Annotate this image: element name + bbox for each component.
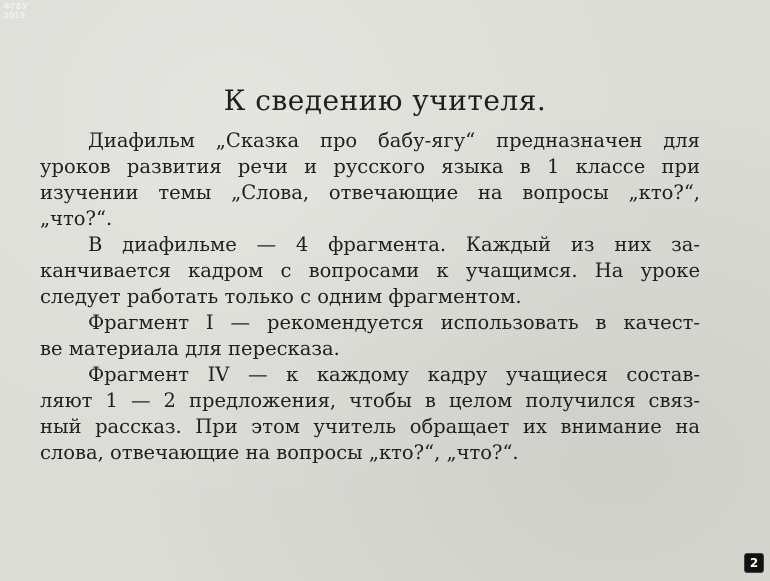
text-line: „что?“.	[40, 207, 113, 230]
instruction-text	[40, 128, 700, 466]
paragraph-2	[40, 232, 700, 310]
paragraph-1	[40, 128, 700, 232]
text-line: ный рассказ. При этом учитель обращает их внимание на	[40, 415, 700, 438]
text-line: В диафильме — 4 фрагмента. Каждый из них за-	[88, 233, 700, 256]
text-line: уроков развития речи и русского языка в 1 классе при	[40, 155, 700, 178]
page-title: К сведению учителя.	[223, 84, 547, 117]
text-line: Фрагмент IV — к каждому кадру учащиеся состав-	[88, 363, 700, 386]
text-line: слова, отвечающие на вопросы „кто?“, „что?“.	[40, 441, 519, 464]
text-line: ве материала для пересказа.	[40, 337, 340, 360]
text-line: Диафильм „Сказка про бабу-ягу“ предназначен для	[88, 129, 700, 152]
text-line: канчивается кадром с вопросами к учащимся. На уроке	[40, 259, 700, 282]
watermark-line-2: 2015	[3, 11, 26, 20]
text-line: изучении темы „Слова, отвечающие на вопросы „кто?“,	[40, 181, 700, 204]
watermark-stamp	[3, 2, 28, 20]
watermark-line-1: ФГБУ	[3, 2, 29, 11]
text-line: следует работать только с одним фрагментом.	[40, 285, 522, 308]
paragraph-3	[40, 310, 700, 362]
paragraph-4	[40, 362, 700, 466]
text-line: ляют 1 — 2 предложения, чтобы в целом получился связ-	[40, 389, 700, 412]
frame-number-badge: 2	[744, 553, 764, 573]
text-line: Фрагмент I — рекомендуется использовать в качест-	[88, 311, 700, 334]
